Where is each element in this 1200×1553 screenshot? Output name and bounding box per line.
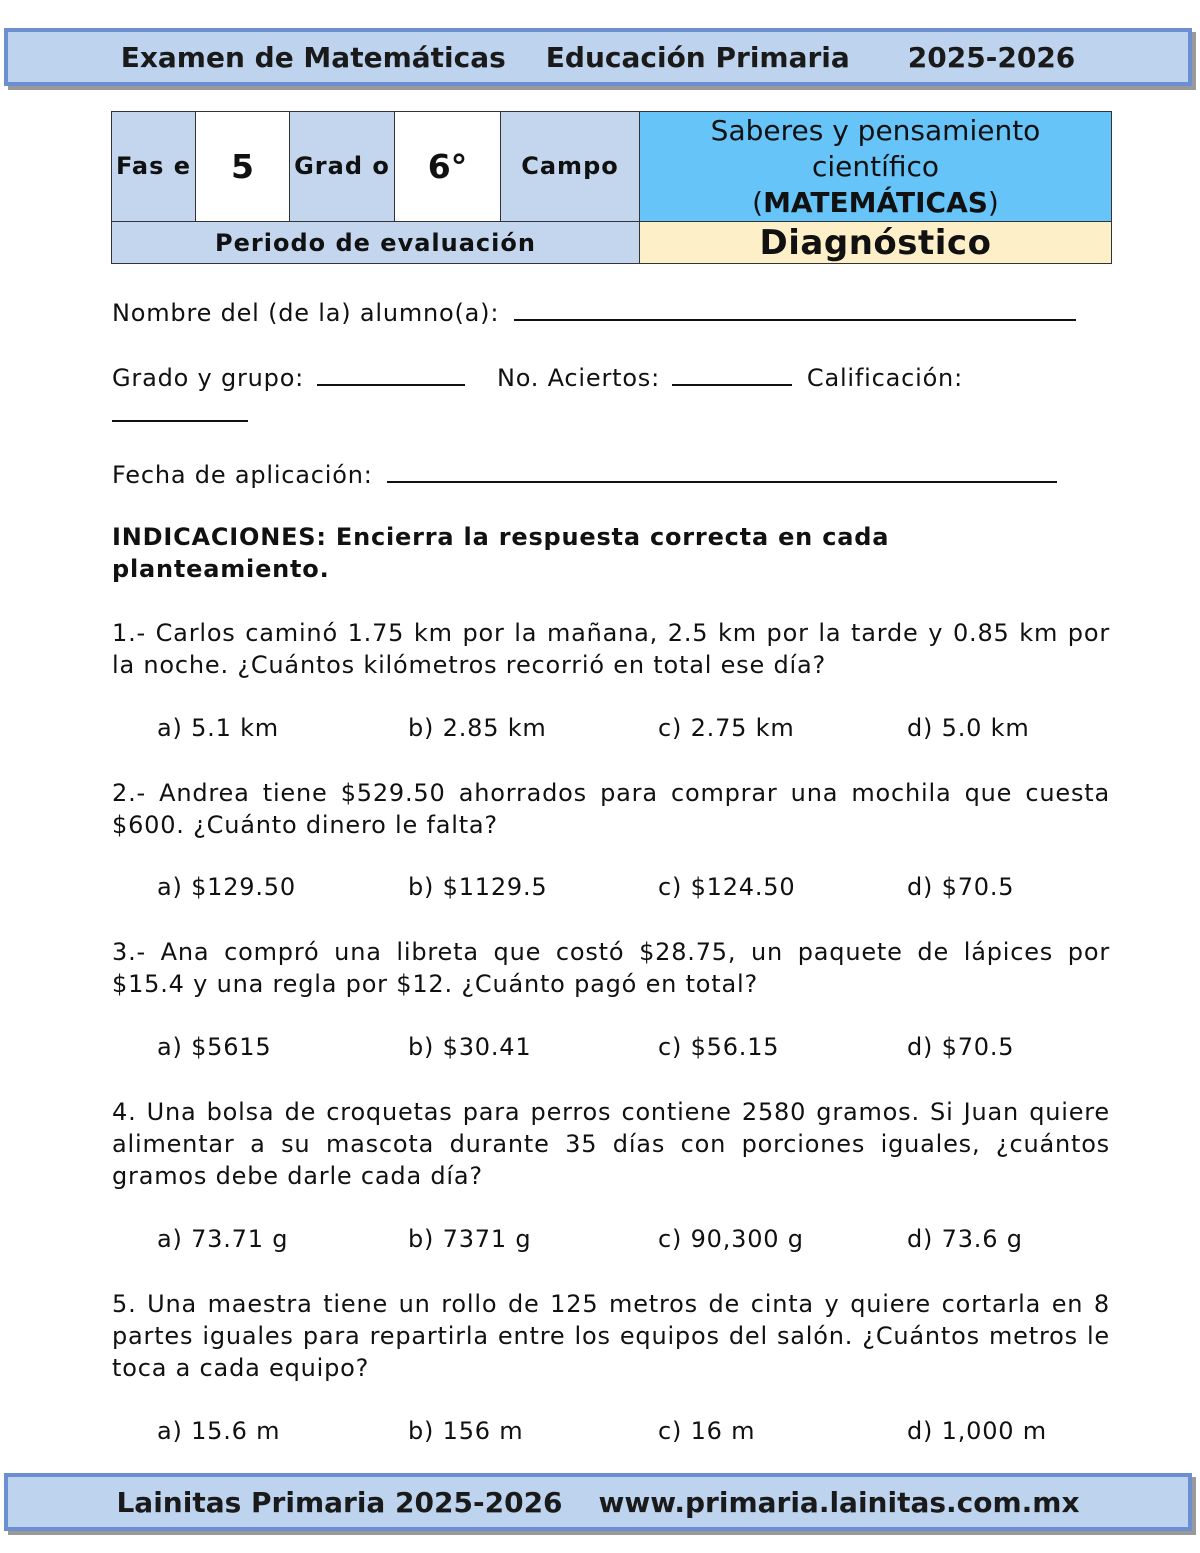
name-label: Nombre del (de la) alumno(a): — [112, 299, 500, 327]
grado-grupo-label: Grado y grupo: — [112, 364, 305, 392]
instructions: INDICACIONES: Encierra la respuesta correcta en cada planteamiento. — [112, 523, 890, 583]
question-2-text: 2.- Andrea tiene $529.50 ahorrados para comprar una mochila que cuesta $600. ¿Cuánto dinero le falta? — [112, 779, 1110, 839]
campo-value-line3 — [640, 185, 1111, 221]
question-4-option-c[interactable]: c) 90,300 g — [658, 1225, 804, 1253]
question-5-option-d[interactable]: d) 1,000 m — [907, 1417, 1047, 1445]
periodo-label: Periodo de evaluación — [215, 228, 536, 257]
question-2-option-c[interactable]: c) $124.50 — [658, 873, 796, 901]
aciertos-label: No. Aciertos: — [496, 364, 661, 392]
fase-label-cell — [112, 112, 196, 222]
footer-url[interactable]: www.primaria.lainitas.com.mx — [598, 1485, 1080, 1519]
question-2-option-a[interactable]: a) $129.50 — [157, 873, 296, 901]
grade-field-row — [112, 362, 1110, 392]
grado-value-cell — [395, 112, 501, 222]
question-5-option-b[interactable]: b) 156 m — [408, 1417, 524, 1445]
question-5-option-a[interactable]: a) 15.6 m — [157, 1417, 281, 1445]
calificacion-blank[interactable] — [112, 398, 248, 422]
question-3-option-b[interactable]: b) $30.41 — [408, 1033, 532, 1061]
campo-paren-open: ( — [752, 185, 764, 219]
question-3-option-c[interactable]: c) $56.15 — [658, 1033, 780, 1061]
question-1-text: 1.- Carlos caminó 1.75 km por la mañana, 2.5 km por la tarde y 0.85 km por la noche. ¿Cuántos kilómetros recorrió en total ese día? — [112, 619, 1110, 679]
question-4-text: 4. Una bolsa de croquetas para perros contiene 2580 gramos. Si Juan quiere alimentar a su mascota durante 35 días con porciones iguales, ¿cuántos gramos debe darle cada día? — [112, 1098, 1110, 1190]
periodo-value: Diagnóstico — [759, 222, 992, 263]
question-3-text: 3.- Ana compró una libreta que costó $28.75, un paquete de lápices por $15.4 y una regla por $12. ¿Cuánto pagó en total? — [112, 938, 1110, 998]
campo-label: Campo — [521, 152, 619, 180]
question-1-option-c[interactable]: c) 2.75 km — [658, 714, 795, 742]
question-5-text: 5. Una maestra tiene un rollo de 125 metros de cinta y quiere cortarla en 8 partes iguales para repartirla entre los equipos del salón. ¿Cuántos metros le toca a cada equipo? — [112, 1290, 1110, 1382]
calificacion-label: Calificación: — [806, 364, 963, 392]
aciertos-blank[interactable] — [672, 362, 792, 386]
grado-value: 6° — [427, 147, 468, 186]
campo-value-line1: Saberes y pensamiento — [710, 113, 1041, 147]
periodo-value-cell — [640, 222, 1112, 264]
question-1-option-a[interactable]: a) 5.1 km — [157, 714, 279, 742]
question-3-option-a[interactable]: a) $5615 — [157, 1033, 272, 1061]
grado-label-cell — [290, 112, 395, 222]
campo-value-cell — [640, 112, 1112, 222]
fase-label: Fas e — [115, 152, 192, 180]
fecha-blank[interactable] — [387, 459, 1057, 483]
question-3-option-d[interactable]: d) $70.5 — [907, 1033, 1015, 1061]
name-blank[interactable] — [514, 297, 1076, 321]
question-5-option-c[interactable]: c) 16 m — [658, 1417, 756, 1445]
name-field-row — [112, 297, 1110, 327]
fecha-label: Fecha de aplicación: — [112, 461, 373, 489]
campo-value-line2: científico — [811, 149, 940, 183]
education-level: Educación Primaria — [545, 40, 850, 74]
header-banner — [4, 28, 1192, 86]
info-table — [111, 111, 1112, 264]
fecha-field-row — [112, 459, 1110, 489]
question-1-option-d[interactable]: d) 5.0 km — [907, 714, 1030, 742]
fase-value-cell — [196, 112, 290, 222]
footer-banner — [4, 1473, 1192, 1531]
campo-paren-close: ) — [987, 185, 999, 219]
calificacion-blank-row — [112, 398, 1110, 428]
question-1-option-b[interactable]: b) 2.85 km — [408, 714, 547, 742]
exam-title: Examen de Matemáticas — [120, 40, 506, 74]
question-2-option-d[interactable]: d) $70.5 — [907, 873, 1015, 901]
grado-label: Grad o — [294, 152, 390, 180]
school-year: 2025-2026 — [907, 40, 1076, 74]
question-4-option-a[interactable]: a) 73.71 g — [157, 1225, 289, 1253]
fase-value: 5 — [231, 147, 254, 186]
footer-brand: Lainitas Primaria 2025-2026 — [116, 1485, 563, 1519]
campo-subject: MATEMÁTICAS — [763, 185, 988, 219]
question-4-option-d[interactable]: d) 73.6 g — [907, 1225, 1023, 1253]
question-4-option-b[interactable]: b) 7371 g — [408, 1225, 532, 1253]
campo-label-cell — [501, 112, 640, 222]
question-2-option-b[interactable]: b) $1129.5 — [408, 873, 548, 901]
periodo-label-cell — [112, 222, 640, 264]
grado-grupo-blank[interactable] — [317, 362, 465, 386]
